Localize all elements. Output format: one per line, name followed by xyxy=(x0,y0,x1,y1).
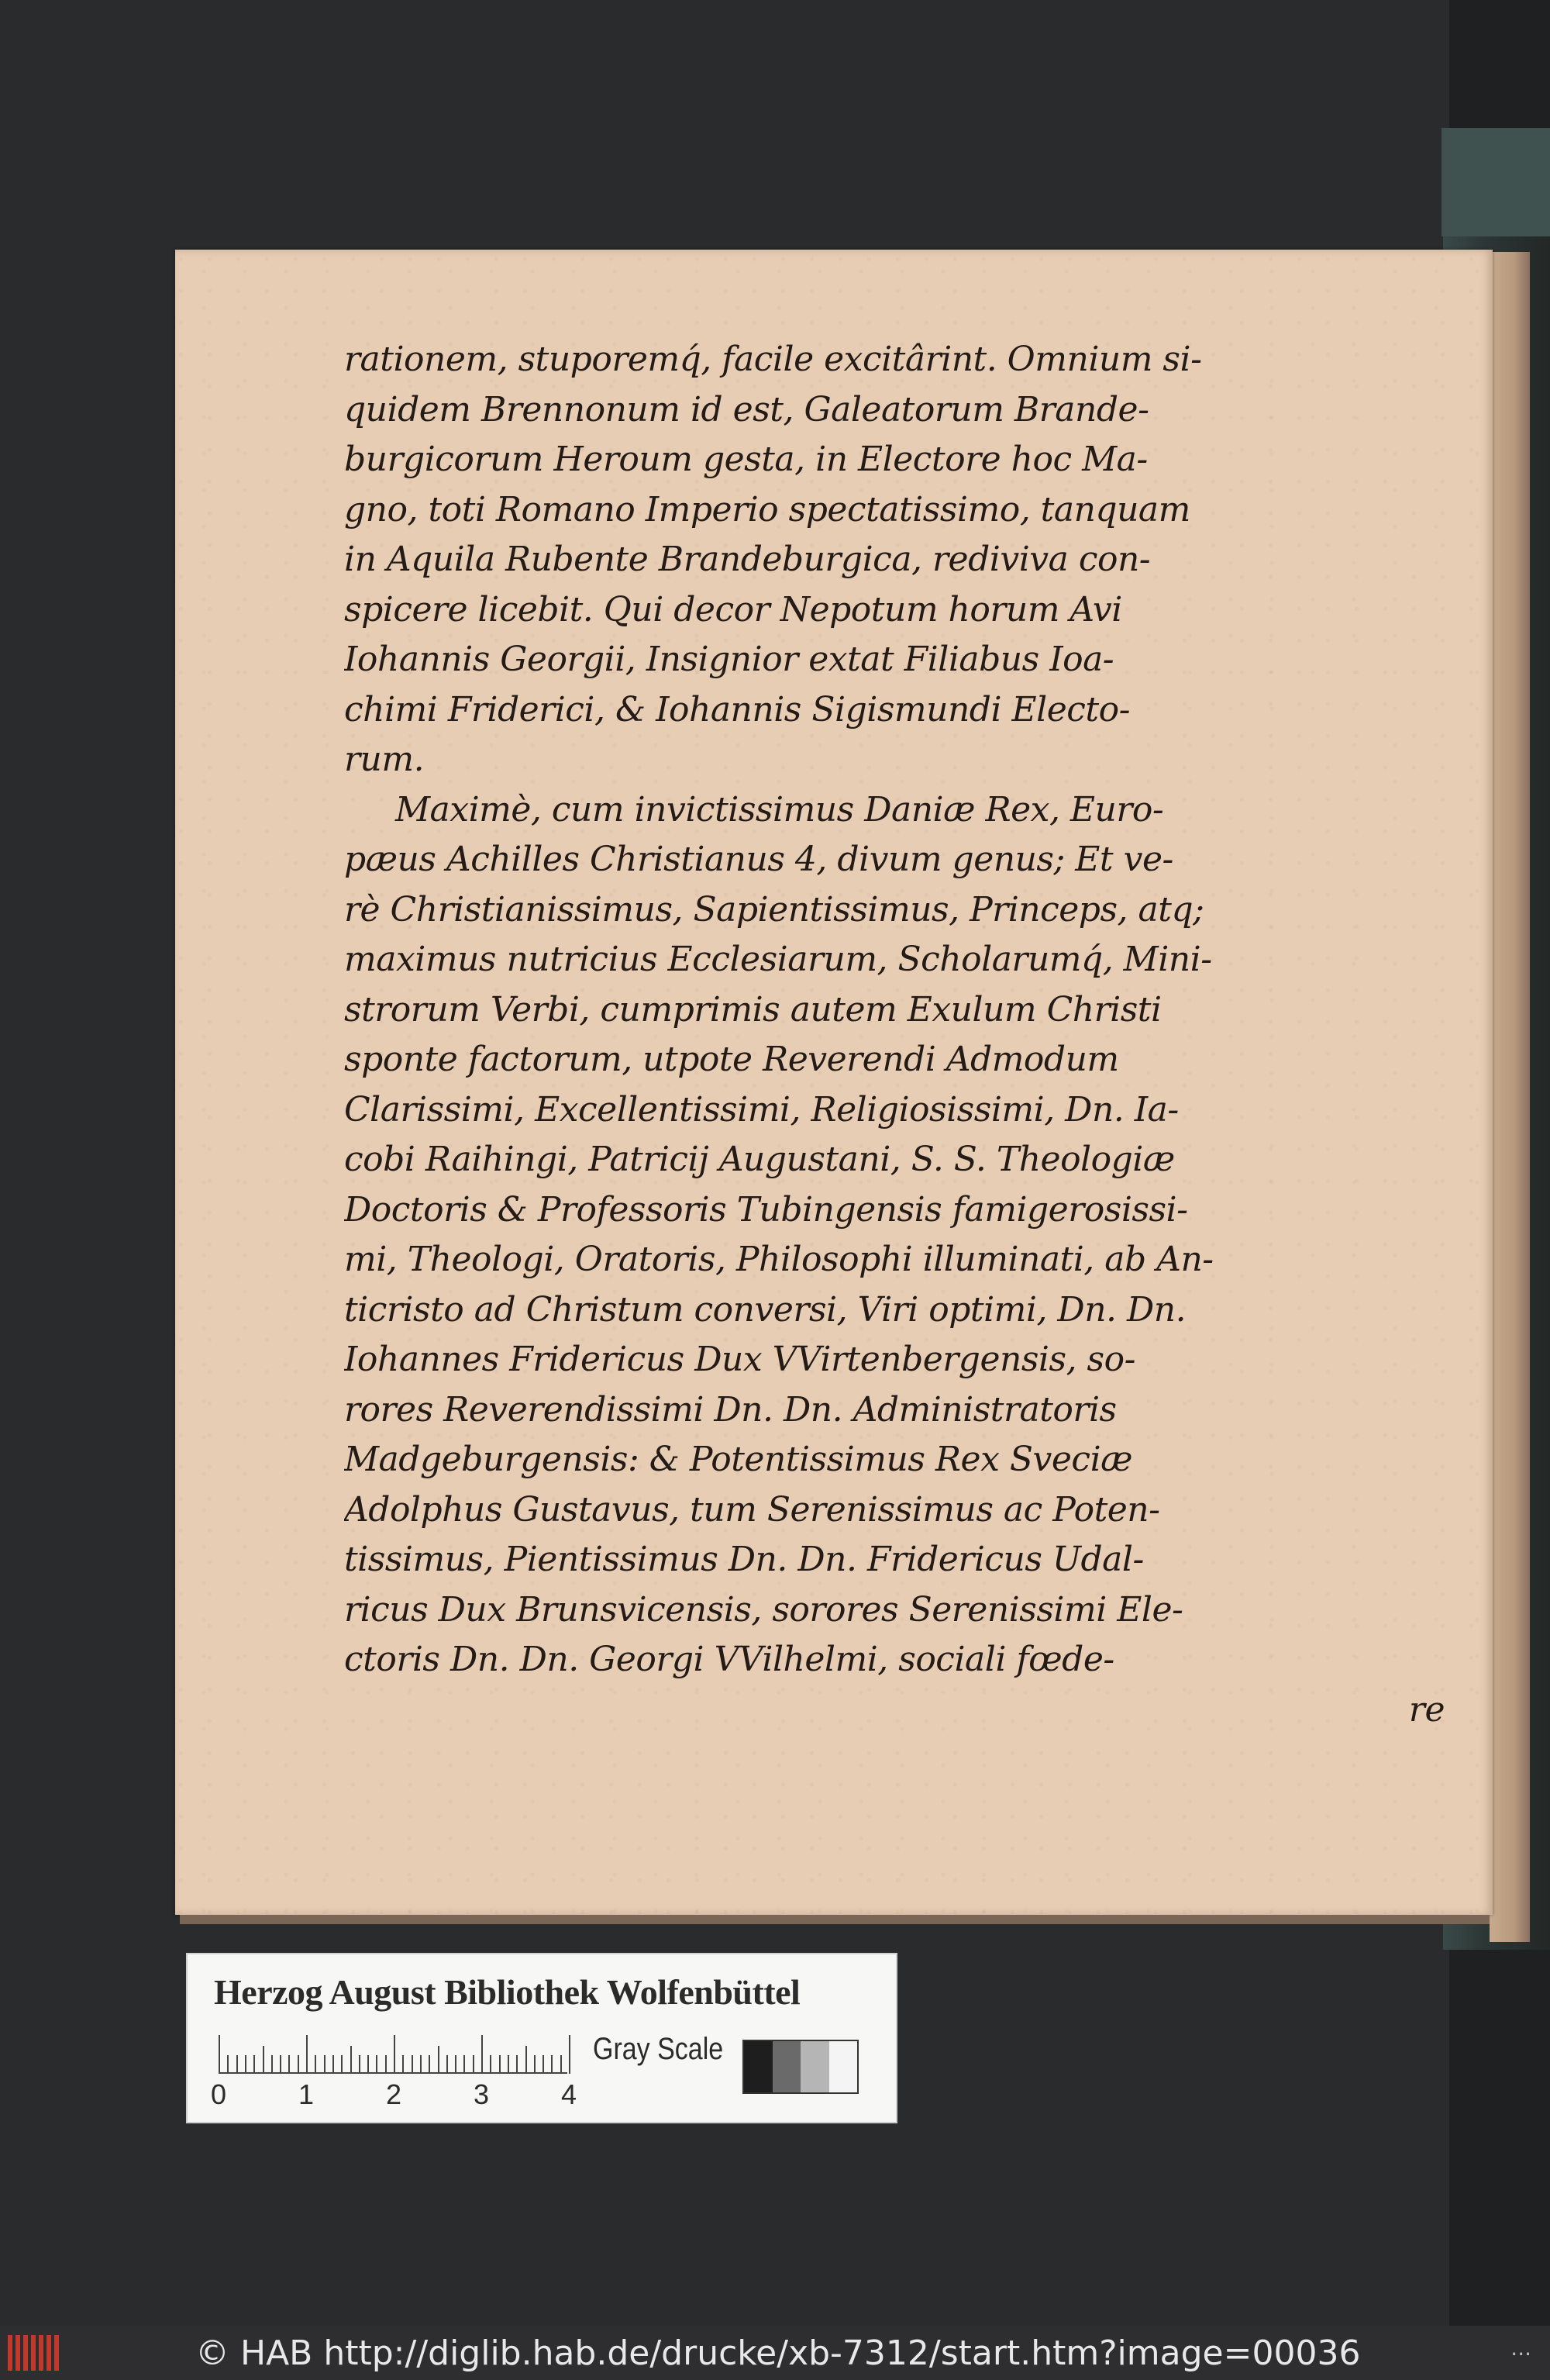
text-line: tissimus, Pientissimus Dn. Dn. Fridericus Udal- xyxy=(344,1540,1144,1579)
measurement-ruler xyxy=(219,2026,575,2080)
ruler-tick xyxy=(446,2055,448,2074)
text-line: rationem, stuporemq́, facile excitârint. Omnium si- xyxy=(344,340,1202,379)
text-line: Iohannis Georgii, Insignior extat Filiabus Ioa- xyxy=(344,640,1114,679)
text-line: strorum Verbi, cumprimis autem Exulum Christi xyxy=(344,989,1162,1030)
ruler-tick xyxy=(359,2055,360,2074)
ruler-number: 4 xyxy=(561,2078,577,2110)
hab-logo-icon xyxy=(8,2335,67,2371)
ruler-number: 2 xyxy=(386,2078,402,2110)
ruler-tick xyxy=(490,2055,491,2074)
gray-scale-swatches xyxy=(742,2040,859,2094)
text-line: rum. xyxy=(344,740,425,779)
ruler-tick xyxy=(534,2055,536,2074)
text-line: ticristo ad Christum conversi, Viri optimi, Dn. Dn. xyxy=(344,1289,1187,1330)
ruler-tick xyxy=(253,2055,255,2074)
ruler-tick xyxy=(420,2055,422,2074)
ruler-tick xyxy=(315,2055,316,2074)
ruler-tick xyxy=(367,2055,369,2074)
text-line: Iohannes Fridericus Dux VVirtenbergensis, so- xyxy=(344,1340,1135,1379)
text-line: pæus Achilles Christianus 4, divum genus; Et ve- xyxy=(344,840,1173,879)
library-label xyxy=(186,1953,897,2123)
text-line: cobi Raihingi, Patricij Augustani, S. S. Theologiæ xyxy=(344,1140,1175,1179)
text-line: sponte factorum, utpote Reverendi Admodum xyxy=(344,1040,1119,1079)
ruler-tick xyxy=(298,2055,299,2074)
ruler-tick xyxy=(463,2055,465,2074)
ruler-tick xyxy=(245,2055,246,2074)
ruler-tick xyxy=(429,2055,430,2074)
ruler-tick xyxy=(402,2055,404,2074)
footer-bar xyxy=(0,2326,1550,2380)
text-line: Maximè, cum invictissimus Daniæ Rex, Euro- xyxy=(395,789,1164,830)
more-menu-icon[interactable]: ... xyxy=(1510,2335,1531,2361)
text-line: gno, toti Romano Imperio spectatissimo, tanquam xyxy=(344,489,1190,529)
ruler-tick xyxy=(455,2055,456,2074)
ruler-tick xyxy=(525,2046,527,2074)
text-line: chimi Friderici, & Iohannis Sigismundi Electo- xyxy=(344,689,1130,730)
ruler-tick xyxy=(236,2055,238,2074)
ruler-tick xyxy=(481,2035,483,2074)
ruler-tick xyxy=(219,2035,220,2074)
ruler-tick xyxy=(306,2035,308,2074)
text-line: rores Reverendissimi Dn. Dn. Administratoris xyxy=(344,1389,1117,1430)
ruler-tick xyxy=(438,2046,439,2074)
ruler-number: 3 xyxy=(474,2078,490,2110)
ruler-tick xyxy=(280,2055,281,2074)
page-text xyxy=(344,335,1445,1735)
ruler-tick xyxy=(376,2055,377,2074)
text-line: Madgeburgensis: & Potentissimus Rex Sveciæ xyxy=(344,1440,1132,1479)
ruler-tick xyxy=(508,2055,509,2074)
ruler-tick xyxy=(341,2055,343,2074)
library-name: Herzog August Bibliothek Wolfenbüttel xyxy=(214,1972,801,2012)
ruler-tick xyxy=(560,2055,562,2074)
text-line: quidem Brennonum id est, Galeatorum Brande- xyxy=(344,389,1149,429)
ruler-tick xyxy=(350,2046,352,2074)
ruler-tick xyxy=(412,2055,413,2074)
page-stack-edge xyxy=(1490,252,1530,1942)
ruler-tick xyxy=(271,2055,273,2074)
ruler-number: 0 xyxy=(211,2078,227,2110)
ruler-tick xyxy=(324,2055,326,2074)
page-bottom-edge xyxy=(180,1915,1490,1924)
gray-scale-label: Gray Scale xyxy=(593,2032,724,2066)
ruler-tick xyxy=(332,2055,334,2074)
text-line: maximus nutricius Ecclesiarum, Scholarumq́, Mini- xyxy=(344,940,1212,979)
ruler-tick xyxy=(551,2055,553,2074)
ruler-tick xyxy=(542,2055,544,2074)
ruler-tick xyxy=(385,2055,387,2074)
ruler-tick xyxy=(227,2055,229,2074)
ruler-number: 1 xyxy=(298,2078,315,2110)
swatch-white xyxy=(829,2041,858,2092)
catchword: re xyxy=(1408,1689,1445,1730)
swatch-dark-gray xyxy=(773,2041,801,2092)
text-line: spicere licebit. Qui decor Nepotum horum Avi xyxy=(344,589,1122,629)
text-line: rè Christianissimus, Sapientissimus, Princeps, atq; xyxy=(344,889,1204,930)
ruler-tick xyxy=(569,2035,570,2074)
text-line: ctoris Dn. Dn. Georgi VVilhelmi, sociali fœde- xyxy=(344,1640,1114,1679)
ruler-tick xyxy=(394,2035,395,2074)
text-line: Clarissimi, Excellentissimi, Religiosissimi, Dn. Ia- xyxy=(344,1089,1179,1130)
text-line: burgicorum Heroum gesta, in Electore hoc Ma- xyxy=(344,440,1148,479)
swatch-black xyxy=(744,2041,773,2092)
ruler-tick xyxy=(288,2055,290,2074)
book-cover-corner xyxy=(1442,128,1550,236)
text-line: Doctoris & Professoris Tubingensis famigerosissi- xyxy=(344,1189,1188,1230)
ruler-tick xyxy=(516,2055,518,2074)
text-line: in Aquila Rubente Brandeburgica, rediviva con- xyxy=(344,540,1151,579)
ruler-tick xyxy=(473,2055,474,2074)
copyright-link[interactable]: © HAB http://diglib.hab.de/drucke/xb-7312/start.htm?image=00036 xyxy=(195,2333,1361,2373)
text-line: Adolphus Gustavus, tum Serenissimus ac Poten- xyxy=(344,1489,1160,1530)
text-line: mi, Theologi, Oratoris, Philosophi illuminati, ab An- xyxy=(344,1240,1214,1279)
ruler-tick xyxy=(499,2055,501,2074)
ruler-tick xyxy=(263,2046,264,2074)
text-line: ricus Dux Brunsvicensis, sorores Serenissimi Ele- xyxy=(344,1589,1183,1630)
swatch-light-gray xyxy=(801,2041,829,2092)
